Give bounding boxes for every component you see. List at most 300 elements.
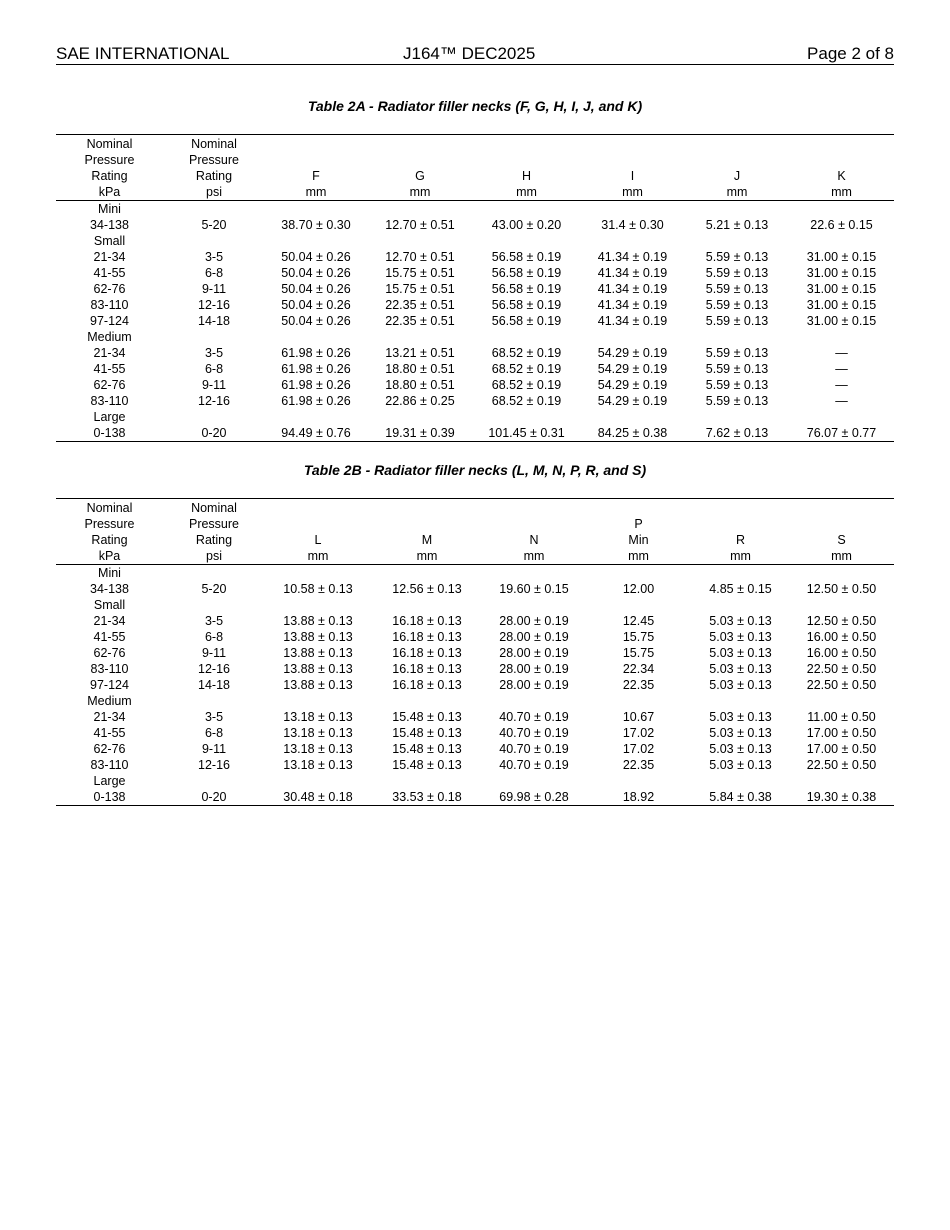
column-header-line [371, 500, 483, 516]
table-cell: 5.03 ± 0.13 [709, 710, 772, 724]
table-cell: 40.70 ± 0.19 [499, 742, 569, 756]
table-cell: 40.70 ± 0.19 [499, 710, 569, 724]
column-header-line: psi [206, 185, 222, 199]
table-cell: 31.00 ± 0.15 [806, 250, 877, 264]
column-header-line: Nominal [86, 137, 133, 151]
empty-cell [367, 201, 473, 218]
empty-cell [580, 233, 685, 249]
empty-cell [265, 773, 371, 789]
category-row [56, 409, 894, 425]
table-cell: 3-5 [204, 710, 224, 724]
table-cell: 5.03 ± 0.13 [709, 758, 772, 772]
table-cell: 5.59 ± 0.13 [705, 250, 769, 264]
table-cell: 34-138 [90, 218, 129, 232]
empty-cell [163, 565, 265, 582]
empty-cell [483, 773, 585, 789]
table-row [56, 393, 894, 409]
table-cell: 10.58 ± 0.13 [283, 582, 353, 596]
table-cell: 69.98 ± 0.28 [483, 789, 585, 806]
column-header-line [585, 500, 692, 516]
table-cell: 62-76 [93, 742, 126, 756]
table-cell: 3-5 [204, 250, 224, 264]
table-cell: 62-76 [93, 646, 126, 660]
table-cell: 22.6 ± 0.15 [810, 218, 873, 232]
table-cell: 68.52 ± 0.19 [491, 394, 562, 408]
empty-cell [367, 329, 473, 345]
table-row [56, 741, 894, 757]
table-cell: 5.03 ± 0.13 [709, 742, 772, 756]
column-header [163, 135, 265, 201]
category-row [56, 773, 894, 789]
table-cell: 22.50 ± 0.50 [806, 678, 877, 692]
column-header-line: P [634, 517, 643, 531]
table-cell: 56.58 ± 0.19 [491, 282, 562, 296]
table-cell: 5.03 ± 0.13 [709, 646, 772, 660]
category-label: Mini [98, 566, 121, 580]
table-cell: 22.35 ± 0.51 [385, 298, 455, 312]
column-header-line: Rating [195, 169, 233, 183]
table-cell: — [835, 394, 848, 408]
column-header-line: mm [730, 549, 751, 563]
table-row [56, 709, 894, 725]
column-header-line [265, 516, 371, 532]
empty-cell [483, 693, 585, 709]
table-cell: 56.58 ± 0.19 [491, 266, 562, 280]
table-cell: 14-18 [198, 678, 230, 692]
empty-cell [685, 233, 789, 249]
column-header-line: mm [416, 549, 438, 563]
table-cell: 13.88 ± 0.13 [283, 646, 353, 660]
column-header-line [789, 516, 894, 532]
table-cell: 68.52 ± 0.19 [491, 346, 562, 360]
column-header-line [789, 136, 894, 152]
table-cell: 54.29 ± 0.19 [597, 346, 668, 360]
column-header-line: mm [516, 185, 537, 199]
table-cell: 83-110 [90, 394, 129, 408]
empty-cell [371, 693, 483, 709]
table-cell: 17.02 [622, 726, 655, 740]
table-cell: 7.62 ± 0.13 [685, 425, 789, 442]
empty-cell [789, 773, 894, 789]
table-cell: 12.45 [622, 614, 655, 628]
table-cell: 13.18 ± 0.13 [283, 710, 353, 724]
column-header-line: Rating [195, 533, 233, 547]
empty-cell [163, 409, 265, 425]
table-2b-title: Table 2B - Radiator filler necks (L, M, N, P, R, and S) [303, 462, 647, 478]
table-row [56, 661, 894, 677]
empty-cell [265, 597, 371, 613]
table-cell: 97-124 [90, 678, 129, 692]
table-row [56, 361, 894, 377]
table-cell: 16.18 ± 0.13 [392, 662, 462, 676]
table-cell: 10.67 [622, 710, 655, 724]
table-cell: 14-18 [198, 314, 230, 328]
page-header [56, 44, 894, 65]
table-cell: 5-20 [201, 218, 227, 232]
category-label: Small [93, 598, 126, 612]
empty-cell [789, 233, 894, 249]
table-cell: 16.18 ± 0.13 [392, 630, 462, 644]
column-header-line [367, 152, 473, 168]
table-cell: — [835, 346, 848, 360]
table-cell: 5.03 ± 0.13 [709, 662, 772, 676]
table-cell: 15.75 [622, 630, 655, 644]
empty-cell [163, 201, 265, 218]
table-cell: 15.48 ± 0.13 [392, 758, 462, 772]
table-cell: 22.35 [622, 758, 655, 772]
table-row [56, 677, 894, 693]
table-cell: 21-34 [93, 346, 126, 360]
empty-cell [580, 329, 685, 345]
table-cell: 22.35 ± 0.51 [385, 314, 455, 328]
table-cell: 0-138 [56, 425, 163, 442]
table-cell: 54.29 ± 0.19 [597, 378, 668, 392]
column-header-line: Pressure [84, 153, 135, 167]
table-cell: 18.80 ± 0.51 [385, 378, 455, 392]
table-cell: 28.00 ± 0.19 [499, 614, 569, 628]
column-header [163, 499, 265, 565]
table-row [56, 217, 894, 233]
table-row [56, 629, 894, 645]
empty-cell [789, 201, 894, 218]
column-header-line: mm [628, 549, 649, 563]
table-cell: 16.00 ± 0.50 [806, 630, 877, 644]
table-cell: 41.34 ± 0.19 [597, 250, 668, 264]
table-cell: 12.56 ± 0.13 [392, 582, 462, 596]
category-label: Large [93, 774, 126, 788]
table-cell: 9-11 [201, 646, 227, 660]
column-header-line: K [837, 169, 846, 183]
column-header-line: R [735, 533, 746, 547]
table-cell: 68.52 ± 0.19 [491, 362, 562, 376]
table-cell: 28.00 ± 0.19 [499, 630, 569, 644]
column-header [473, 135, 580, 201]
table-cell: 15.75 ± 0.51 [385, 266, 455, 280]
column-header-line: M [421, 533, 433, 547]
table-header-row [56, 135, 894, 201]
table-cell: 41.34 ± 0.19 [597, 298, 668, 312]
column-header-line [265, 152, 367, 168]
column-header-line: mm [409, 185, 431, 199]
table-2a-title: Table 2A - Radiator filler necks (F, G, H, I, J, and K) [307, 98, 643, 114]
column-header-line [580, 136, 685, 152]
table-cell: 76.07 ± 0.77 [789, 425, 894, 442]
column-header-line: F [312, 169, 320, 183]
table-cell: 12.50 ± 0.50 [806, 582, 877, 596]
table-cell: 41-55 [93, 266, 126, 280]
column-header [265, 499, 371, 565]
column-header [367, 135, 473, 201]
table-cell: 61.98 ± 0.26 [281, 362, 351, 376]
column-header-line: J [733, 169, 741, 183]
column-header-line: mm [523, 549, 545, 563]
empty-cell [692, 597, 789, 613]
table-2a [56, 134, 894, 442]
table-cell: 5.03 ± 0.13 [709, 630, 772, 644]
table-cell: 13.88 ± 0.13 [283, 614, 353, 628]
table-cell: 22.34 [622, 662, 655, 676]
table-cell: 5.03 ± 0.13 [709, 614, 772, 628]
column-header-line: Nominal [191, 137, 237, 151]
column-header-line [692, 500, 789, 516]
table-cell: 11.00 ± 0.50 [807, 710, 876, 724]
column-header [371, 499, 483, 565]
table-cell: 61.98 ± 0.26 [281, 394, 351, 408]
table-cell: 12.70 ± 0.51 [385, 250, 455, 264]
table-cell: 33.53 ± 0.18 [371, 789, 483, 806]
table-row [56, 265, 894, 281]
column-header-line: kPa [98, 549, 121, 563]
empty-cell [163, 597, 265, 613]
empty-cell [585, 773, 692, 789]
header-page-number: Page 2 of 8 [807, 44, 894, 63]
table-cell: 6-8 [204, 266, 224, 280]
column-header [265, 135, 367, 201]
empty-cell [580, 201, 685, 218]
table-cell: 3-5 [204, 614, 224, 628]
column-header-line: Pressure [188, 153, 240, 167]
table-cell: 12.50 ± 0.50 [806, 614, 877, 628]
empty-cell [367, 409, 473, 425]
table-row [56, 377, 894, 393]
table-cell: 5.59 ± 0.13 [705, 378, 769, 392]
column-header [56, 499, 163, 565]
column-header-line: H [521, 169, 532, 183]
column-header-line: kPa [98, 185, 121, 199]
column-header [692, 499, 789, 565]
category-label: Mini [98, 202, 121, 216]
category-row [56, 201, 894, 218]
column-header-line: N [529, 533, 539, 547]
empty-cell [585, 565, 692, 582]
column-header-line: Rating [91, 169, 128, 183]
table-cell: 62-76 [93, 282, 126, 296]
table-cell: 5.84 ± 0.38 [692, 789, 789, 806]
table-cell: 38.70 ± 0.30 [281, 218, 351, 232]
table-cell: 12-16 [198, 758, 230, 772]
empty-cell [367, 233, 473, 249]
table-cell: 83-110 [90, 298, 129, 312]
column-header [685, 135, 789, 201]
table-cell: 54.29 ± 0.19 [597, 362, 668, 376]
table-row [56, 725, 894, 741]
table-row [56, 297, 894, 313]
empty-cell [585, 693, 692, 709]
category-row [56, 597, 894, 613]
column-header-line [265, 136, 367, 152]
table-cell: 50.04 ± 0.26 [281, 282, 351, 296]
table-cell: 61.98 ± 0.26 [281, 378, 351, 392]
table-cell: 94.49 ± 0.76 [265, 425, 367, 442]
table-cell: 5.59 ± 0.13 [705, 298, 769, 312]
header-document-id: J164™ DEC2025 [403, 44, 536, 63]
empty-cell [585, 597, 692, 613]
table-cell: 12-16 [198, 298, 230, 312]
table-cell: 12-16 [198, 394, 230, 408]
table-cell: 13.18 ± 0.13 [283, 742, 353, 756]
table-cell: 54.29 ± 0.19 [597, 394, 668, 408]
table-cell: 0-20 [163, 789, 265, 806]
table-cell: 13.88 ± 0.13 [283, 662, 353, 676]
column-header-line: Nominal [191, 501, 237, 515]
column-header-line: S [837, 533, 846, 547]
table-cell: 41.34 ± 0.19 [597, 314, 668, 328]
table-cell: 5.59 ± 0.13 [705, 266, 769, 280]
empty-cell [265, 693, 371, 709]
empty-cell [685, 409, 789, 425]
table-cell: 13.88 ± 0.13 [283, 678, 353, 692]
column-header-line: Pressure [84, 517, 135, 531]
table-row [56, 345, 894, 361]
column-header-line: G [415, 169, 425, 183]
table-cell: 5.59 ± 0.13 [705, 282, 769, 296]
table-cell: 56.58 ± 0.19 [491, 314, 562, 328]
column-header [580, 135, 685, 201]
table-cell: 5.59 ± 0.13 [705, 362, 769, 376]
table-cell: 17.00 ± 0.50 [806, 742, 877, 756]
empty-cell [265, 565, 371, 582]
empty-cell [163, 693, 265, 709]
table-cell: 97-124 [90, 314, 129, 328]
table-cell: 31.00 ± 0.15 [806, 314, 877, 328]
column-header-line: I [630, 169, 635, 183]
empty-cell [692, 565, 789, 582]
empty-cell [789, 597, 894, 613]
empty-cell [580, 409, 685, 425]
table-cell: 9-11 [201, 742, 227, 756]
table-cell: 5.59 ± 0.13 [705, 394, 769, 408]
empty-cell [473, 201, 580, 218]
table-cell: 50.04 ± 0.26 [281, 314, 351, 328]
table-cell: 68.52 ± 0.19 [491, 378, 562, 392]
table-cell: 21-34 [93, 710, 126, 724]
table-cell: 6-8 [204, 362, 224, 376]
table-cell: 12.70 ± 0.51 [385, 218, 455, 232]
category-label: Small [93, 234, 126, 248]
table-cell: 28.00 ± 0.19 [499, 662, 569, 676]
table-cell: 41.34 ± 0.19 [597, 266, 668, 280]
table-cell: — [835, 362, 848, 376]
table-cell: 16.18 ± 0.13 [392, 678, 462, 692]
table-cell: 22.86 ± 0.25 [385, 394, 455, 408]
table-cell: 50.04 ± 0.26 [281, 250, 351, 264]
table-cell: 0-138 [56, 789, 163, 806]
table-cell: 12.00 [622, 582, 655, 596]
table-row [56, 581, 894, 597]
table-cell: 19.60 ± 0.15 [499, 582, 569, 596]
table-cell: 15.75 ± 0.51 [385, 282, 455, 296]
table-cell: 50.04 ± 0.26 [281, 298, 351, 312]
empty-cell [473, 233, 580, 249]
table-header-row [56, 499, 894, 565]
table-cell: 22.35 [622, 678, 655, 692]
column-header-line: L [314, 533, 322, 547]
table-cell: 18.80 ± 0.51 [385, 362, 455, 376]
column-header-line: mm [622, 185, 643, 199]
table-cell: 41-55 [93, 726, 126, 740]
table-cell: — [835, 378, 848, 392]
column-header [789, 499, 894, 565]
column-header-line: Nominal [86, 501, 133, 515]
column-header-line [483, 516, 585, 532]
column-header-line [789, 152, 894, 168]
column-header-line [789, 500, 894, 516]
table-cell: 16.00 ± 0.50 [806, 646, 877, 660]
category-row [56, 233, 894, 249]
table-cell: 56.58 ± 0.19 [491, 298, 562, 312]
category-label: Large [93, 410, 126, 424]
empty-cell [265, 201, 367, 218]
empty-cell [163, 233, 265, 249]
column-header-line: Min [628, 533, 649, 547]
table-cell: 5.59 ± 0.13 [705, 346, 769, 360]
column-header [483, 499, 585, 565]
table-cell: 13.21 ± 0.51 [385, 346, 455, 360]
table-cell: 61.98 ± 0.26 [281, 346, 351, 360]
column-header [585, 499, 692, 565]
category-row [56, 329, 894, 345]
table-cell: 43.00 ± 0.20 [491, 218, 562, 232]
table-cell: 31.4 ± 0.30 [601, 218, 664, 232]
table-cell: 31.00 ± 0.15 [806, 266, 877, 280]
table-cell: 50.04 ± 0.26 [281, 266, 351, 280]
column-header [789, 135, 894, 201]
table-cell: 62-76 [93, 378, 126, 392]
category-label: Medium [87, 330, 132, 344]
column-header-line [371, 516, 483, 532]
table-cell: 31.00 ± 0.15 [806, 282, 877, 296]
table-row [56, 281, 894, 297]
category-label: Medium [87, 694, 132, 708]
category-row [56, 565, 894, 582]
table-cell: 40.70 ± 0.19 [499, 758, 569, 772]
table-cell: 5.59 ± 0.13 [705, 314, 769, 328]
empty-cell [685, 329, 789, 345]
table-cell: 13.18 ± 0.13 [283, 758, 353, 772]
table-cell: 18.92 [585, 789, 692, 806]
table-cell: 19.31 ± 0.39 [367, 425, 473, 442]
table-cell: 5.03 ± 0.13 [709, 678, 772, 692]
table-cell: 41-55 [93, 630, 126, 644]
table-cell: 5.03 ± 0.13 [709, 726, 772, 740]
empty-cell [371, 597, 483, 613]
empty-cell [371, 773, 483, 789]
column-header-line [265, 500, 371, 516]
table-row [56, 425, 894, 442]
empty-cell [483, 597, 585, 613]
table-cell: 5-20 [201, 582, 227, 596]
table-cell: 15.48 ± 0.13 [392, 710, 462, 724]
table-cell: 40.70 ± 0.19 [499, 726, 569, 740]
table-cell: 13.88 ± 0.13 [283, 630, 353, 644]
table-cell: 15.75 [622, 646, 655, 660]
column-header-line: mm [307, 549, 329, 563]
empty-cell [789, 329, 894, 345]
table-cell: 6-8 [204, 726, 224, 740]
table-cell: 17.00 ± 0.50 [806, 726, 877, 740]
column-header-line: psi [206, 549, 222, 563]
column-header-line [483, 500, 585, 516]
empty-cell [473, 329, 580, 345]
table-cell: 41-55 [93, 362, 126, 376]
table-cell: 22.50 ± 0.50 [806, 758, 877, 772]
table-row [56, 613, 894, 629]
empty-cell [789, 409, 894, 425]
table-cell: 5.21 ± 0.13 [705, 218, 769, 232]
column-header-line: mm [831, 185, 852, 199]
empty-cell [163, 773, 265, 789]
table-cell: 19.30 ± 0.38 [789, 789, 894, 806]
